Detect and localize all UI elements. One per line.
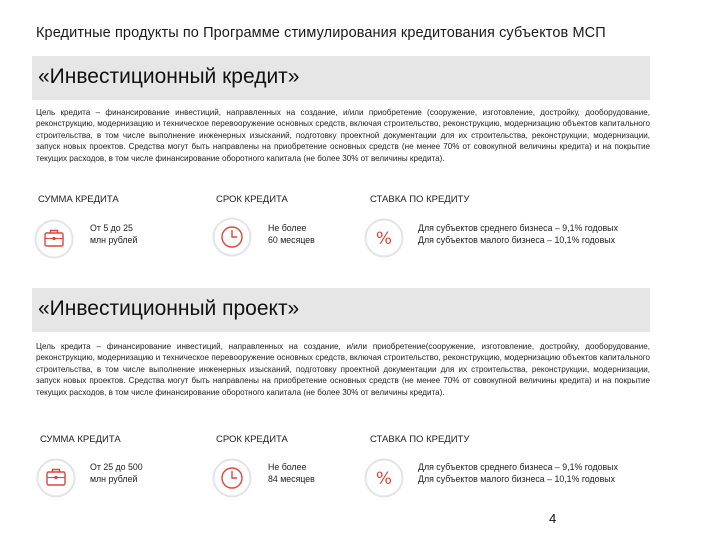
section-banner-investment-project [32, 288, 650, 332]
section-description: Цель кредита – финансирование инвестиций, направленных на создание, и/или приобретение(сооружение, изготовление, достройку, дооборудование, реконструкцию, модернизацию и техническое перевооружение основных средств, включая строительство, реконструкцию, модернизацию объектов капитального строительства, в том числе выполнение инженерных изысканий, подготовку проектной документации для их строительства, реконструкции, модернизации, запуск новых проектов. Средства могут быть направлены на приобретение основных средств (не менее 70% от совокупной величины кредита) и на покрытие текущих расходов, в том числе финансирование оборотного капитала (не более 30% от величины кредита). [36, 342, 650, 397]
term-label: СРОК КРЕДИТА [216, 194, 288, 205]
term-value: Не более 60 месяцев [268, 223, 315, 245]
amount-label: СУММА КРЕДИТА [38, 194, 119, 205]
briefcase-icon [36, 458, 76, 498]
page-title: Кредитные продукты по Программе стимулирования кредитования субъектов МСП [36, 25, 606, 41]
amount-value: От 5 до 25 млн рублей [90, 223, 138, 245]
svg-text:%: % [375, 229, 393, 249]
amount-value: От 25 до 500 млн рублей [90, 462, 143, 484]
amount-label: СУММА КРЕДИТА [40, 434, 121, 445]
section-description: Цель кредита – финансирование инвестиций, направленных на создание, и/или приобретение (сооружение, изготовление, достройку, дооборудование, реконструкцию, модернизацию и техническое перевооружение основных средств, включая строительство, реконструкцию, модернизацию объектов капитального строительства, в том числе выполнение инженерных изысканий, подготовку проектной документации для их строительства, реконструкции, модернизации, запуск новых проектов. Средства могут быть направлены на приобретение основных средств (не менее 70% от совокупной величины кредита) и на покрытие текущих расходов, в том числе финансирование оборотного капитала (не более 30% от величины кредита). [36, 108, 650, 163]
term-label: СРОК КРЕДИТА [216, 434, 288, 445]
clock-icon [212, 217, 252, 257]
section-heading: «Инвестиционный проект» [38, 297, 300, 320]
rate-label: СТАВКА ПО КРЕДИТУ [370, 194, 470, 205]
rate-value: Для субъектов среднего бизнеса – 9,1% годовых Для субъектов малого бизнеса – 10,1% годовых [418, 462, 618, 484]
clock-icon [212, 458, 252, 498]
rate-value: Для субъектов среднего бизнеса – 9,1% годовых Для субъектов малого бизнеса – 10,1% годовых [418, 223, 618, 245]
percent-icon [364, 218, 404, 258]
page-number: 4 [549, 511, 557, 526]
percent-icon [364, 458, 404, 498]
section-heading: «Инвестиционный кредит» [38, 65, 300, 88]
term-value: Не более 84 месяцев [268, 462, 315, 484]
svg-text:%: % [375, 469, 393, 489]
section-banner-investment-credit [32, 56, 650, 100]
briefcase-icon [34, 219, 74, 259]
rate-label: СТАВКА ПО КРЕДИТУ [370, 434, 470, 445]
